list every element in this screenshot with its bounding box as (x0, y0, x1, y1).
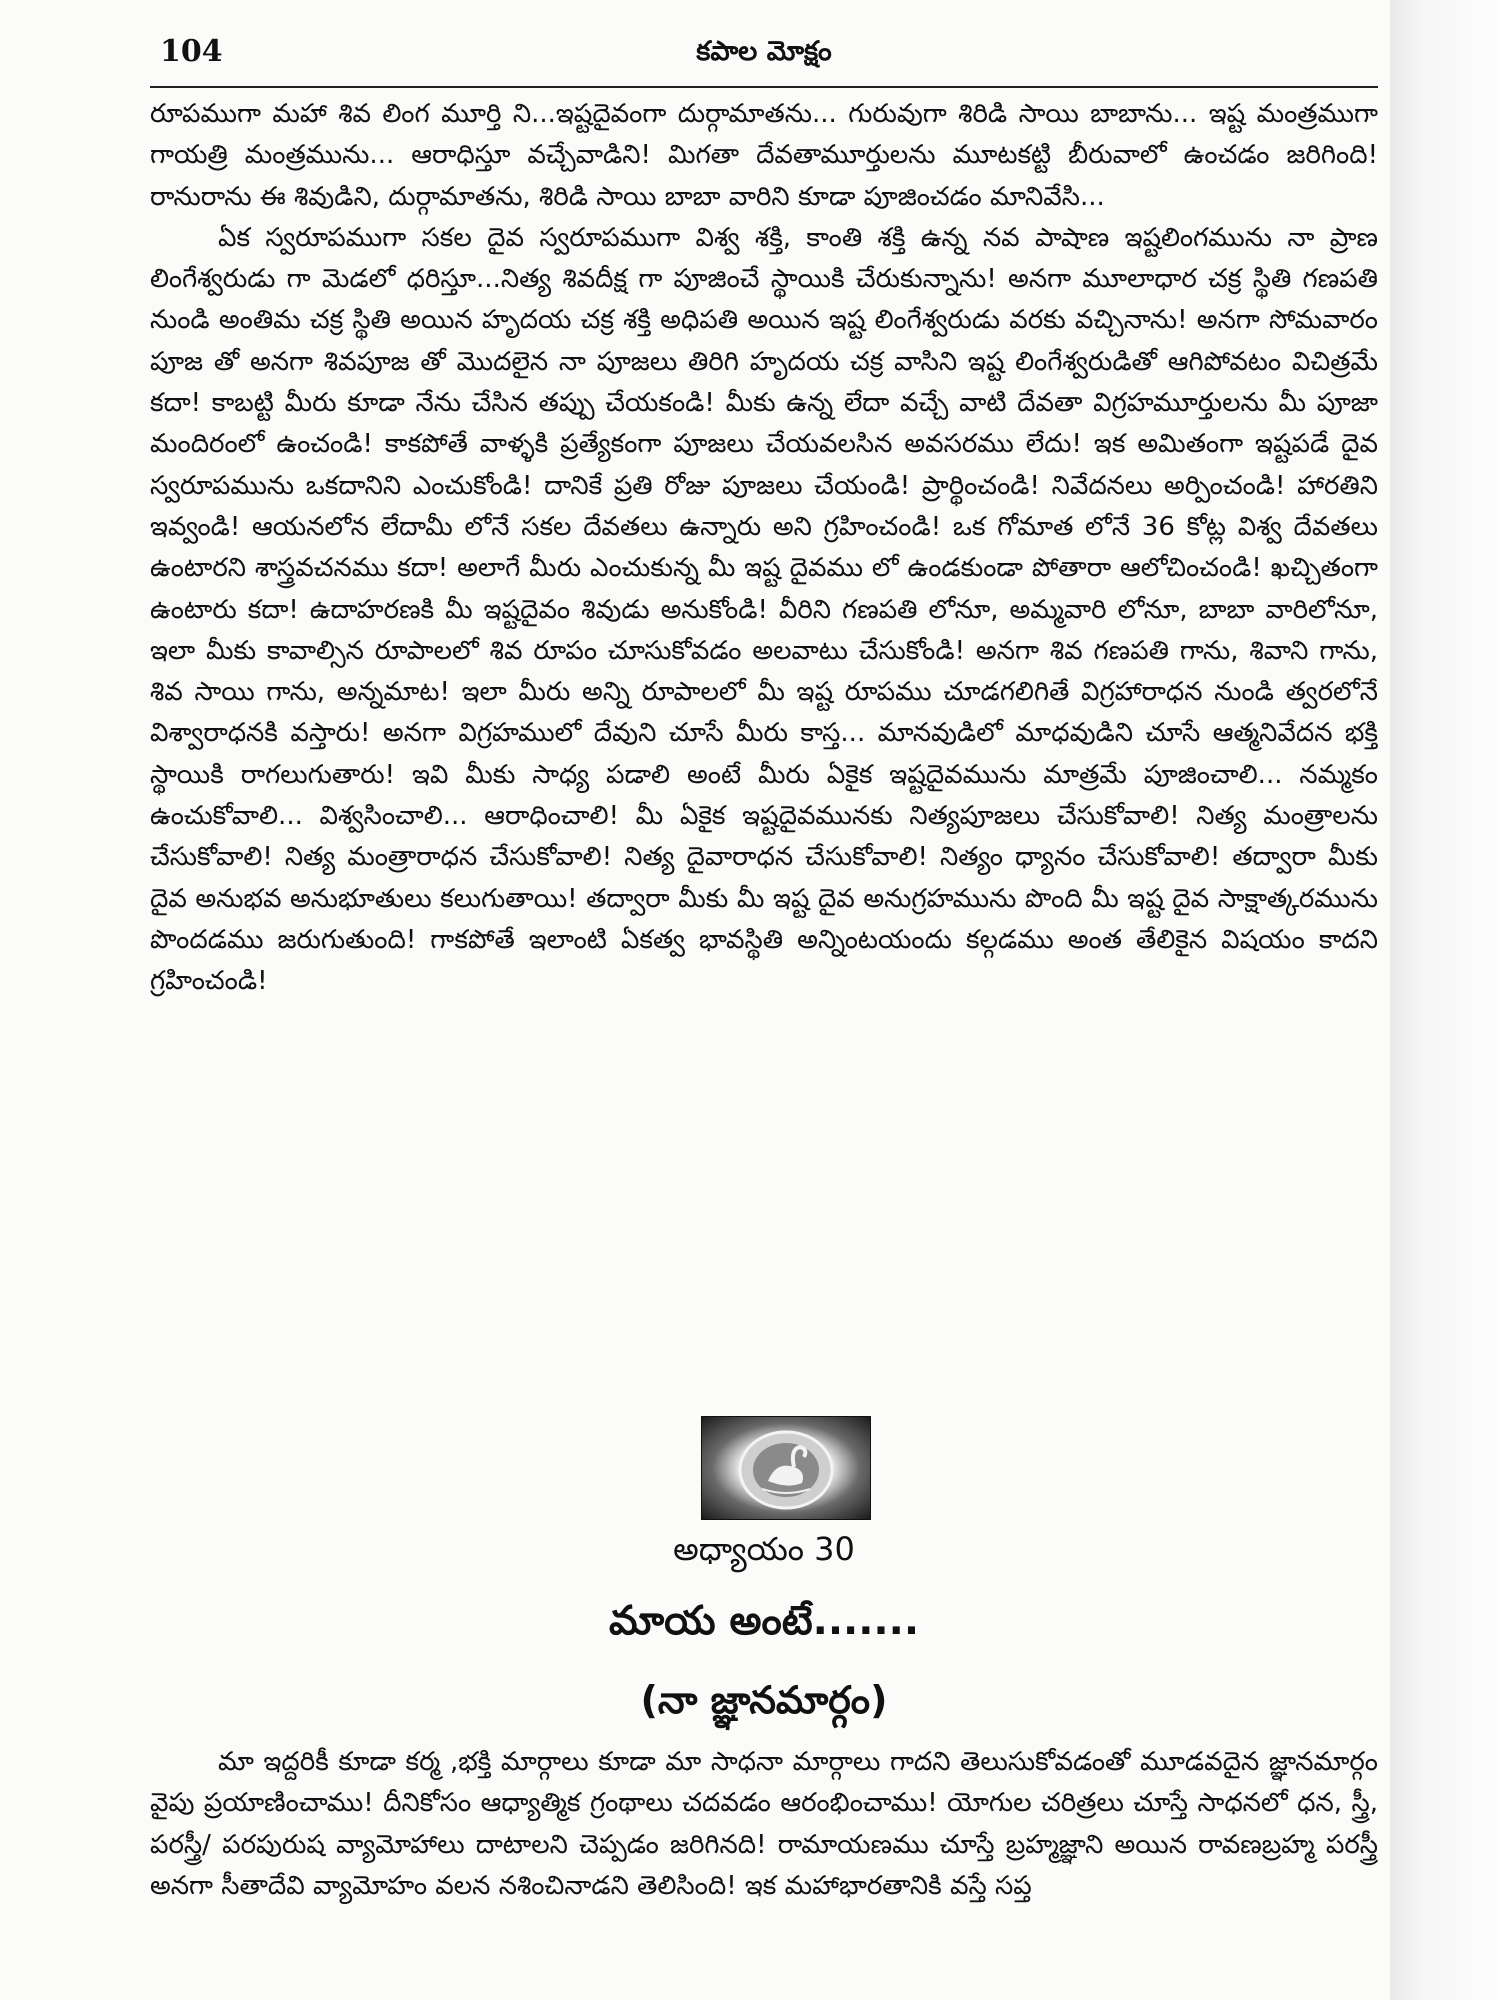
chapter-number: అధ్యాయం 30 (673, 1530, 855, 1568)
paragraph: మా ఇద్దరికీ కూడా కర్మ ,భక్తి మార్గాలు కూడా మా సాధనా మార్గాలు గాదని తెలుసుకోవడంతో మూడవదైన జ్ఞానమార్గం వైపు ప్రయాణించాము! దీనికోసం ఆధ్యాత్మిక గ్రంథాలు చదవడం ఆరంభించాము! యోగుల చరిత్రలు చూస్తే సాధనలో ధన, స్త్రీ, పరస్త్రీ/ పరపురుష వ్యామోహాలు దాటాలని చెప్పడం జరిగినది! రామాయణము చూస్తే బ్రహ్మజ్ఞాని అయిన రావణబ్రహ్మ పరస్త్రీ అనగా సీతాదేవి వ్యామోహం వలన నశించినాడని తెలిసింది! ఇక మహాభారతానికి వస్తే సప్త (150, 1747, 1378, 1901)
page-number: 104 (160, 34, 223, 69)
page-edge (1390, 0, 1500, 2000)
chapter-body-text (150, 1742, 1378, 1907)
paragraph: రూపముగా మహా శివ లింగ మూర్తి ని...ఇష్టదైవంగా దుర్గామాతను... గురువుగా శిరిడి సాయి బాబాను... ఇష్ట మంత్రముగా గాయత్రి మంత్రమును... ఆరాధిస్తూ వచ్చేవాడిని! మిగతా దేవతామూర్తులను మూటకట్టి బీరువాలో ఉంచడం జరిగింది! రానురాను ఈ శివుడిని, దుర్గామాతను, శిరిడి సాయి బాబా వారిని కూడా పూజించడం మానివేసి... (150, 99, 1378, 212)
chapter-subtitle: (నా జ్ఞానమార్గం) (640, 1678, 888, 1722)
paragraph: ఏక స్వరూపముగా సకల దైవ స్వరూపముగా విశ్వ శక్తి, కాంతి శక్తి ఉన్న నవ పాషాణ ఇష్టలింగమును నా ప్రాణ లింగేశ్వరుడు గా మెడలో ధరిస్తూ...నిత్య శివదీక్ష గా పూజించే స్థాయికి చేరుకున్నాను! అనగా మూలాధార చక్ర స్థితి గణపతి నుండి అంతిమ చక్ర స్థితి అయిన హృదయ చక్ర శక్తి అధిపతి అయిన ఇష్ట లింగేశ్వరుడు వరకు వచ్చినాను! అనగా సోమవారం పూజ తో అనగా శివపూజ తో మొదలైన నా పూజలు తిరిగి హృదయ చక్ర వాసిని ఇష్ట లింగేశ్వరుడితో ఆగిపోవటం విచిత్రమే కదా! కాబట్టి మీరు కూడా నేను చేసిన తప్పు చేయకండి! మీకు ఉన్న లేదా వచ్చే వాటి దేవతా విగ్రహమూర్తులను మీ పూజా మందిరంలో ఉంచండి! కాకపోతే వాళ్ళకి ప్రత్యేకంగా పూజలు చేయవలసిన అవసరము లేదు! ఇక అమితంగా ఇష్టపడే దైవ స్వరూపమును ఒకదానిని ఎంచుకోండి! దానికే ప్రతి రోజు పూజలు చేయండి! ప్రార్థించండి! నివేదనలు అర్పించండి! హారతిని ఇవ్వండి! ఆయనలోన లేదామీ లోనే సకల దేవతలు ఉన్నారు అని గ్రహించండి! ఒక గోమాత లోనే 36 కోట్ల విశ్వ దేవతలు ఉంటారని శాస్త్రవచనము కదా! అలాగే మీరు ఎంచుకున్న మీ ఇష్ట దైవము లో ఉండకుండా పోతారా ఆలోచించండి! ఖచ్చితంగా ఉంటారు కదా! ఉదాహరణకి మీ ఇష్టదైవం శివుడు అనుకోండి! వీరిని గణపతి లోనూ, అమ్మవారి లోనూ, బాబా వారిలోనూ, ఇలా మీకు కావాల్సిన రూపాలలో శివ రూపం చూసుకోవడం అలవాటు చేసుకోండి! అనగా శివ గణపతి గాను, శివాని గాను, శివ సాయి గాను, అన్నమాట! ఇలా మీరు అన్ని రూపాలలో మీ ఇష్ట రూపము చూడగలిగితే విగ్రహారాధన నుండి త్వరలోనే విశ్వారాధనకి వస్తారు! అనగా విగ్రహములో దేవుని చూసే మీరు కాస్త... మానవుడిలో మాధవుడిని చూసే ఆత్మనివేదన భక్తి స్థాయికి రాగలుగుతారు! ఇవి మీకు సాధ్య పడాలి అంటే మీరు ఏకైక ఇష్టదైవమును మాత్రమే పూజించాలి... నమ్మకం ఉంచుకోవాలి... విశ్వసించాలి... ఆరాధించాలి! మీ ఏకైక ఇష్టదైవమునకు నిత్యపూజలు చేసుకోవాలి! నిత్య మంత్రాలను చేసుకోవాలి! నిత్య మంత్రారాధన చేసుకోవాలి! నిత్య దైవారాధన చేసుకోవాలి! నిత్యం ధ్యానం చేసుకోవాలి! తద్వారా మీకు దైవ అనుభవ అనుభూతులు కలుగుతాయి! తద్వారా మీకు మీ ఇష్ట దైవ అనుగ్రహమును పొంది మీ ఇష్ట దైవ సాక్షాత్కరమును పొందడము జరుగుతుంది! గాకపోతే ఇలాంటి ఏకత్వ భావస్థితి అన్నింటయందు కల్గడము అంత తేలికైన విషయం కాదని గ్రహించండి! (150, 222, 1378, 997)
chapter-title: మాయ అంటే....... (608, 1598, 920, 1644)
running-title: కపాల మోక్షం (696, 36, 832, 67)
body-text (150, 94, 1378, 1003)
page-header (150, 30, 1378, 88)
swan-icon (702, 1417, 870, 1519)
swan-ornament-icon (701, 1416, 871, 1520)
